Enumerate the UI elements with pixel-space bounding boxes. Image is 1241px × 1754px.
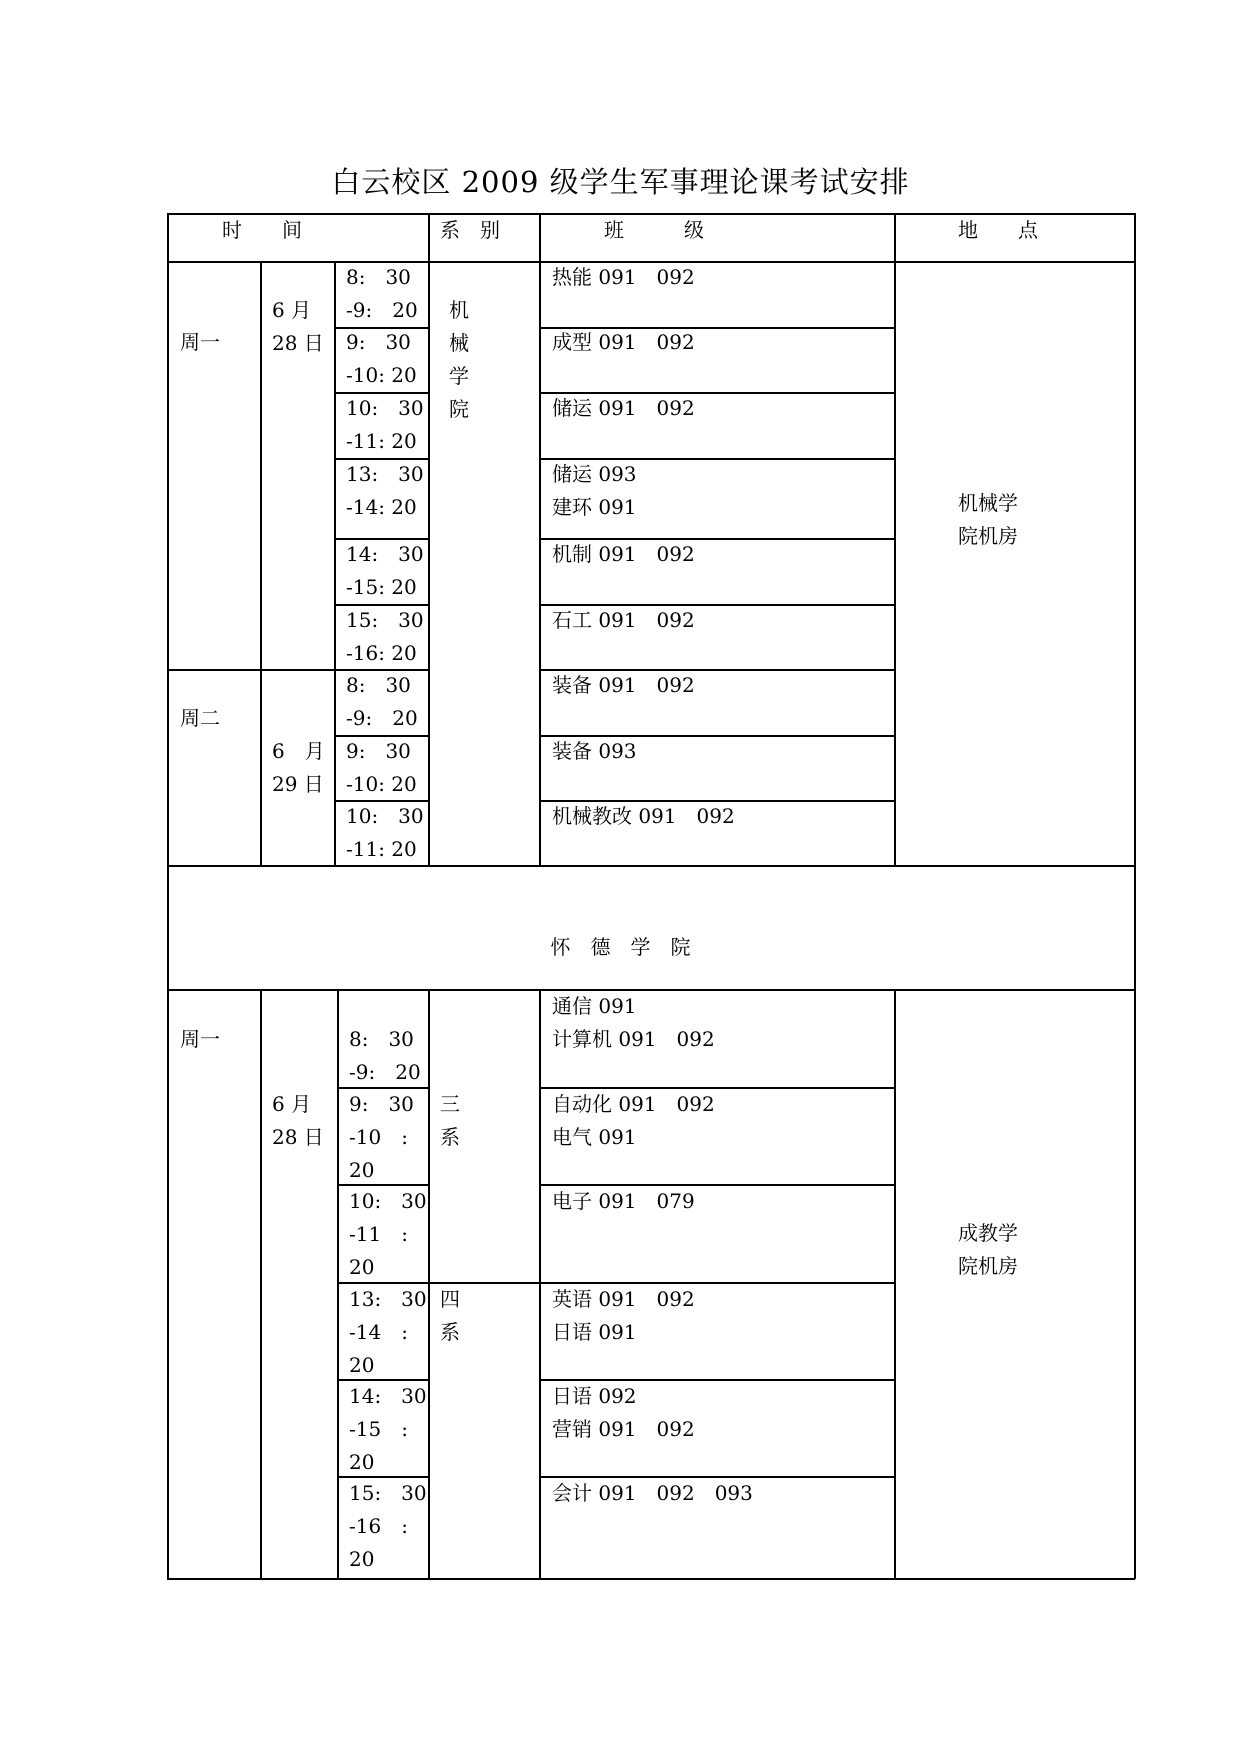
s1-class-1: 热能 091 092 [552,265,695,289]
s1-date-tuesday: 6 月 29 日 [272,739,325,796]
s2-class-1: 通信 091 计算机 091 092 [552,994,715,1051]
s2-time-5: 14: 30 -15 : 20 [349,1384,427,1474]
s1-class-7: 装备 091 092 [552,673,695,697]
s2-time-4: 13: 30 -14 : 20 [349,1287,427,1377]
s2-class-4: 英语 091 092 日语 091 [552,1287,695,1344]
s2-place: 成教学 院机房 [958,1221,1018,1278]
s2-date: 6 月 28 日 [272,1092,324,1149]
s1-class-5: 机制 091 092 [552,542,695,566]
s1-time-5: 14: 30 -15: 20 [346,542,424,599]
header-dept: 系 别 [440,218,500,242]
s1-time-3: 10: 30 -11: 20 [346,396,424,453]
header-class: 班 级 [604,218,704,242]
s1-place: 机械学 院机房 [958,491,1018,548]
s2-day: 周一 [180,1027,220,1051]
section-title-huaide: 怀 德 学 院 [550,935,691,959]
s2-dept-3: 三 系 [440,1092,460,1149]
s1-time-1: 8: 30 -9: 20 [346,265,418,322]
header-time: 时 间 [222,218,302,242]
s2-time-6: 15: 30 -16 : 20 [349,1481,427,1571]
s1-dept: 机 械 学 院 [449,298,469,421]
s1-class-8: 装备 093 [552,739,637,763]
s2-class-6: 会计 091 092 093 [552,1481,753,1505]
s2-time-3: 10: 30 -11 : 20 [349,1189,427,1279]
s2-time-2: 9: 30 -10 : 20 [349,1092,414,1182]
s1-class-6: 石工 091 092 [552,608,695,632]
s1-class-4: 储运 093 建环 091 [552,462,637,519]
s1-time-4: 13: 30 -14: 20 [346,462,424,519]
page-title: 白云校区 2009 级学生军事理论课考试安排 [331,165,910,199]
s1-day-monday: 周一 [180,330,220,354]
s1-time-9: 10: 30 -11: 20 [346,804,424,861]
s2-class-5: 日语 092 营销 091 092 [552,1384,695,1441]
s1-time-7: 8: 30 -9: 20 [346,673,418,730]
header-place: 地 点 [958,218,1038,242]
s2-class-3: 电子 091 079 [552,1189,695,1213]
s1-time-8: 9: 30 -10: 20 [346,739,417,796]
s1-class-9: 机械教改 091 092 [552,804,735,828]
s1-day-tuesday: 周二 [180,706,220,730]
s2-time-1: 8: 30 -9: 20 [349,1027,421,1084]
s2-class-2: 自动化 091 092 电气 091 [552,1092,715,1149]
s1-time-2: 9: 30 -10: 20 [346,330,417,387]
s1-class-3: 储运 091 092 [552,396,695,420]
s1-class-2: 成型 091 092 [552,330,695,354]
s1-date-monday: 6 月 28 日 [272,298,324,355]
s2-dept-4: 四 系 [440,1287,460,1344]
s1-time-6: 15: 30 -16: 20 [346,608,424,665]
